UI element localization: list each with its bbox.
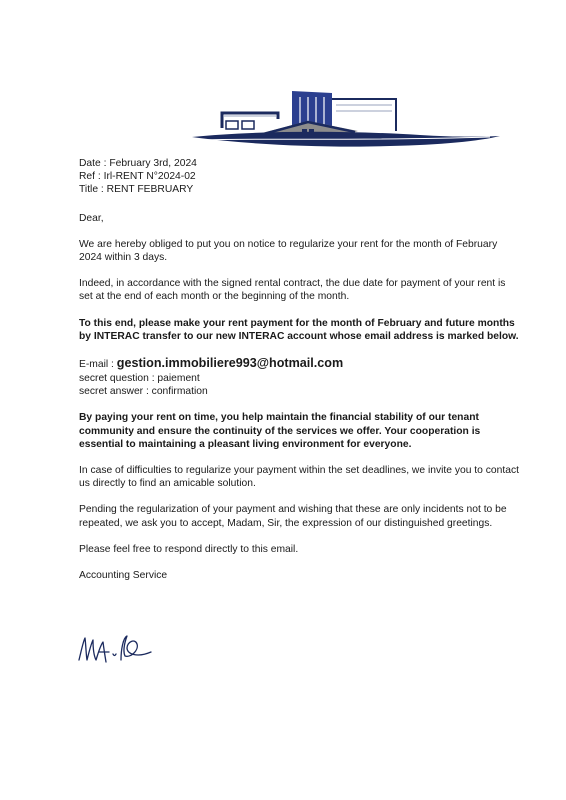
letter-body xyxy=(79,157,519,582)
paragraph-notice: We are hereby obliged to put you on notice to regularize your rent for the month of February 2024 within 3 days. xyxy=(79,238,498,264)
paragraph-greetings: Pending the regularization of your payment and wishing that these are only incidents not to be repeated, we ask you to accept, Madam, Sir, the expression of our distinguished greetings. xyxy=(79,504,507,529)
paragraph-contract: Indeed, in accordance with the signed rental contract, the due date for payment of your rent is set at the end of each month or the beginning of the month. xyxy=(79,278,506,303)
paragraph-stability: By paying your rent on time, you help maintain the financial stability of our tenant community and ensure the continuity of the services we offer. Your cooperation is essential to maintaining a pleasant living environment for everyone. xyxy=(79,412,481,450)
paragraph-difficulties: In case of difficulties to regularize your payment within the set deadlines, we invite you to contact us directly to find an amicable solution. xyxy=(79,465,519,490)
date-line: Date : February 3rd, 2024 xyxy=(79,158,197,169)
paragraph-payment-instructions: To this end, please make your rent payment for the month of February and future months by INTERAC transfer to our new INTERAC account whose email address is marked below. xyxy=(79,317,519,342)
title-line: Title : RENT FEBRUARY xyxy=(79,184,194,196)
email-line xyxy=(79,356,519,372)
salutation: Dear, xyxy=(79,212,104,224)
reference-line: Ref : Irl-RENT N°2024-02 xyxy=(79,171,196,183)
email-address: gestion.immobiliere993@hotmail.com xyxy=(116,356,344,371)
handwritten-signature xyxy=(77,630,159,668)
email-label: E-mail : xyxy=(79,359,117,371)
paragraph-respond: Please feel free to respond directly to this email. xyxy=(79,543,299,555)
building-roofline-logo xyxy=(190,85,502,157)
secret-answer-line: secret answer : confirmation xyxy=(79,386,208,398)
secret-question-line: secret question : paiement xyxy=(79,373,200,385)
signoff: Accounting Service xyxy=(79,570,168,582)
